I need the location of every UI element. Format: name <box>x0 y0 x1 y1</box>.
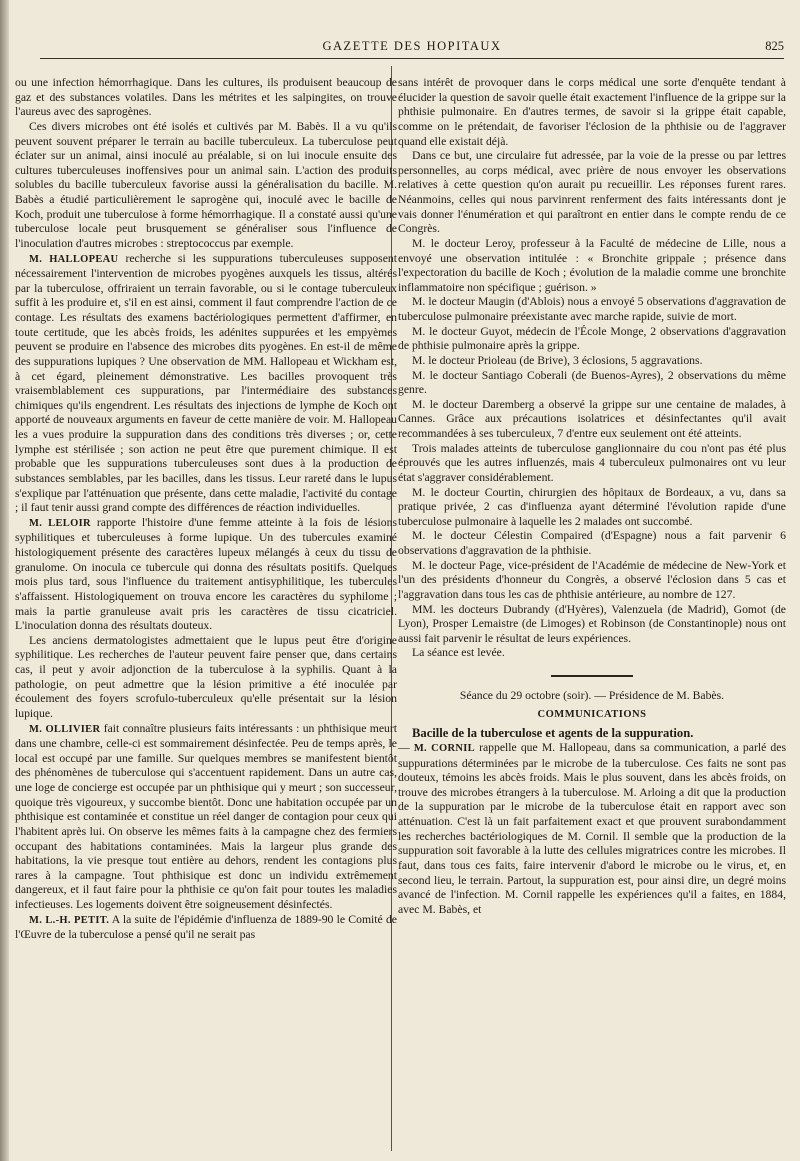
paragraph: M. le docteur Page, vice-président de l'Académie de médecine de New-York et l'un des présidents d'honneur du Congrès, a observé l'éclosion dans 5 cas et l'aggravation dans tous les cas de phthisie antérieure, au nombre de 127. <box>398 558 786 601</box>
paragraph: M. le docteur Santiago Coberali (de Buenos-Ayres), 2 observations du même genre. <box>398 368 786 397</box>
speaker-name: M. CORNIL <box>413 742 475 754</box>
paragraph: Ces divers microbes ont été isolés et cultivés par M. Babès. Il a vu qu'ils peuvent souvent préparer le terrain au bacille tuberculeux. La tuberculose peut éclater sur un animal, ainsi inoculé au préalable, si on lui inocule ensuite des cultures tuberculeuses inoffensives pour un animal sain. L'action des produits solubles du bacille tuberculeux favorise aussi la généralisation du bacille. M. Babès a étudié particulièrement le saprogène qui, inoculé avec le bacille de Koch, produit une tuberculose à forme hémorrhagique. Il a constaté aussi qu'une tuberculose locale peut brusquement se généraliser sous l'influence de l'inoculation d'autres microbes : streptococcus par exemple. <box>15 119 397 250</box>
right-column <box>398 76 786 917</box>
paragraph-text: rappelle que M. Hallopeau, dans sa communication, a parlé des suppurations déterminées par le microbe de la tuberculose. Ces faits ne sont pas douteux, témoins les abcès froids. Mais le plus souvent, dans les abcès froids, on trouve des microbes étrangers à la tuberculose. M. Arloing a dit que la production de la suppuration par le microbe de la tuberculose était en rapport avec son atténuation. C'est là un fait parfaitement exact et que prouvent surabondamment les recherches bactériologiques de M. Cornil. Il semble que la production de la suppuration soit favorable à la lutte des cellules migratrices contre les microbes. Il faut, dans tous ces faits, faire intervenir d'abord le microbe ou le virus, et, en second lieu, le terrain. Partout, la suppuration est, pour ainsi dire, un degré moins avancé de l'infection. M. Cornil rappelle les expériences qu'il a faites, en 1884, avec M. Babès, et <box>398 740 787 916</box>
session-heading: Séance du 29 octobre (soir). — Présidence de M. Babès. <box>459 689 725 702</box>
paragraph: M. le docteur Daremberg a observé la grippe sur une centaine de malades, à Cannes. Grâce aux précautions isolatrices et désinfectantes qu'il avait recommandées à ses tuberculeux, 7 d'entre eux seulement ont été atteints. <box>398 397 786 440</box>
paragraph: M. le docteur Guyot, médecin de l'École Monge, 2 observations d'aggravation de phthisie pulmonaire après la grippe. <box>398 324 786 353</box>
speaker-name: M. LELOIR <box>29 517 91 529</box>
paragraph <box>15 913 397 943</box>
paragraph <box>398 741 786 918</box>
left-column <box>15 76 397 943</box>
page-header <box>40 34 784 60</box>
speaker-name: M. OLLIVIER <box>29 723 101 735</box>
header-rule <box>40 58 784 59</box>
paragraph <box>15 722 397 913</box>
paragraph-text: recherche si les suppurations tuberculeuses supposent nécessairement l'intervention de microbes pyogènes auxquels les tissus, altérés par la tuberculose, offriraient un terrain favorable, ou si le contage tuberculeux suffit à les produire et, s'il en est ainsi, comment il faut comprendre l'action de ce contage. Les résultats des examens bactériologiques permettent d'affirmer, en toute certitude, que les abcès froids, les adénites suppurées et les empyèmes peuvent se produire en l'absence des microbes dits pyogènes. En est-il de même des suppurations lupiques ? Une observation de MM. Hallopeau et Wickham est, à cet égard, pleinement démonstrative. Les bacilles provoquent très vraisemblablement ces suppurations, par l'intermédiaire des substances chimiques qu'ils engendrent. Les résultats des injections de lymphe de Koch ont apporté de nouveaux arguments en faveur de cette manière de voir. M. Hallopeau les a vues produire la suppuration dans des conditions très diverses ; or, cette lymphe est stérilisée ; son action ne peut être que purement chimique. Il est probable que les suppurations tuberculeuses sont dues à la production de substances semblables, par les bacilles, dans les tissus. Leur rareté dans le lupus s'explique par l'atténuation que présente, dans cette maladie, l'activité du contage ; il faut tenir aussi grand compte des différences de réaction individuelles. <box>15 251 398 515</box>
page-number: 825 <box>765 39 784 53</box>
section-title: Bacille de la tuberculose et agents de la suppuration. <box>412 726 694 741</box>
speaker-name: M. L.-H. PETIT. <box>29 914 110 926</box>
paragraph-text: A la suite de l'épidémie d'influenza de 1889-90 le Comité de l'Œuvre de la tuberculose a pensé qu'il ne serait pas <box>15 912 397 942</box>
paragraph: sans intérêt de provoquer dans le corps médical une sorte d'enquête tendant à élucider la question de savoir quelle était exactement l'influence de la grippe sur la phthisie pulmonaire. En d'autres termes, de savoir si la grippe était capable, comme on le prétendait, de favoriser l'éclosion de la phthisie ou de l'aggraver quand elle existait déjà. <box>398 76 786 148</box>
paragraph: Dans ce but, une circulaire fut adressée, par la voie de la presse ou par lettres personnelles, au corps médical, avec prière de nous envoyer les observations relatives à cette question qu'on aurait pu recueillir. Les réponses furent rares. Néanmoins, celles qui nous parvinrent renferment des faits intéressants dont je vais donner l'énumération et qui paraîtront en entier dans le compte rendu de ce Congrès. <box>398 149 786 236</box>
paragraph: MM. les docteurs Dubrandy (d'Hyères), Valenzuela (de Madrid), Gomot (de Lyon), Prosper Lemaistre (de Limoges) et Robinson (de Constantinople) nous ont aussi fait parvenir le résultat de leurs expériences. <box>398 602 786 645</box>
paragraph-text: rapporte l'histoire d'une femme atteinte à la fois de lésions syphilitiques et tuberculeuses à forme lupique. Un des tubercules examiné histologiquement présente des caractères lupeux mélangés à ceux du tissu de granulome. On inocula ce tubercule qui donna des résultats positifs. Quelques mois plus tard, sous l'influence du traitement antisyphilitique, les tubercules s'affaissent. Histologiquement on trouva encore les caractères du syphilome ; mais la partie granuleuse avait pris les caractères de tissu cicatriciel. L'inoculation donna des résultats douteux. <box>15 515 398 633</box>
page-binding-edge <box>0 0 9 1161</box>
communications-heading: COMMUNICATIONS <box>537 708 647 720</box>
paragraph <box>15 252 397 516</box>
paragraph <box>15 516 397 634</box>
paragraph: M. le docteur Maugin (d'Ablois) nous a envoyé 5 observations d'aggravation de tuberculose pulmonaire préexistante avec marche rapide, suivie de mort. <box>398 295 786 323</box>
running-title: GAZETTE DES HOPITAUX <box>322 39 502 53</box>
paragraph: M. le docteur Prioleau (de Brive), 3 éclosions, 5 aggravations. <box>412 353 703 367</box>
paragraph: ou une infection hémorrhagique. Dans les cultures, ils produisent beaucoup de gaz et des substances volatiles. Dans les métrites et les salpingites, on trouve l'aureus avec des saprogènes. <box>15 76 397 119</box>
paragraph: M. le docteur Leroy, professeur à la Faculté de médecine de Lille, nous a envoyé une observation intitulée : « Bronchite grippale ; présence dans l'expectoration du bacille de Koch ; évolution de la maladie comme une bronchite inflammatoire non spécifique ; guérison. » <box>398 236 786 294</box>
paragraph-text: fait connaître plusieurs faits intéressants : un phthisique meurt dans une chambre, celle-ci est sommairement désinfectée. Peu de temps après, le local est occupé par une famille. Sur quelques membres se manifestent bientôt des phénomènes de tuberculose qui s'accentuent rapidement. Dans un autre cas, une loge de concierge est occupée par un phthisique qui y meurt ; son successeur, quoique très vigoureux, y succombe bientôt. Donc une habitation occupée par un phthisique est contaminée et constitue un réel danger de contagion pour ceux qui l'habitent après lui. On observe les mêmes faits à la campagne chez des fermiers occupant des habitations contaminées. Mais la largeur plus grande des habitations, la vie presque tout entière au dehors, rendent les contagions plus rares à la campagne. Tout phthisique est donc un individu extrêmement dangereux, et il faut faire pour la phthisie ce qu'on fait pour toutes les maladies infectieuses. Les logements doivent être soigneusement désinfectés. <box>15 721 397 911</box>
paragraph: Trois malades atteints de tuberculose ganglionnaire du cou n'ont pas été plus éprouvés que les autres influenzés, mais 4 tuberculeux pulmonaires ont vu leur état s'aggraver considérablement. <box>398 441 786 484</box>
paragraph: M. le docteur Courtin, chirurgien des hôpitaux de Bordeaux, a vu, dans sa pratique privée, 2 cas d'influenza ayant déterminé l'évolution rapide d'une tuberculose pulmonaire à laquelle les 2 malades ont succombé. <box>398 485 786 528</box>
paragraph: La séance est levée. <box>412 646 505 660</box>
section-rule <box>551 675 633 677</box>
paragraph: M. le docteur Célestin Compaired (d'Espagne) nous a fait parvenir 6 observations d'aggravation de la phthisie. <box>398 529 786 557</box>
paragraph: Les anciens dermatologistes admettaient que le lupus peut être d'origine syphilitique. Les recherches de l'auteur peuvent faire penser que, dans certains cas, il peut y avoir adjonction de la tuberculose à la syphilis. Quant à la pathologie, on peut admettre que la lésion primitive a été inoculée par écoulement des foyers scrofulo-tuberculeux qu'elle présentait sur la lésion lupique. <box>15 633 397 720</box>
speaker-name: M. HALLOPEAU <box>29 253 119 265</box>
dash: — <box>398 740 410 754</box>
